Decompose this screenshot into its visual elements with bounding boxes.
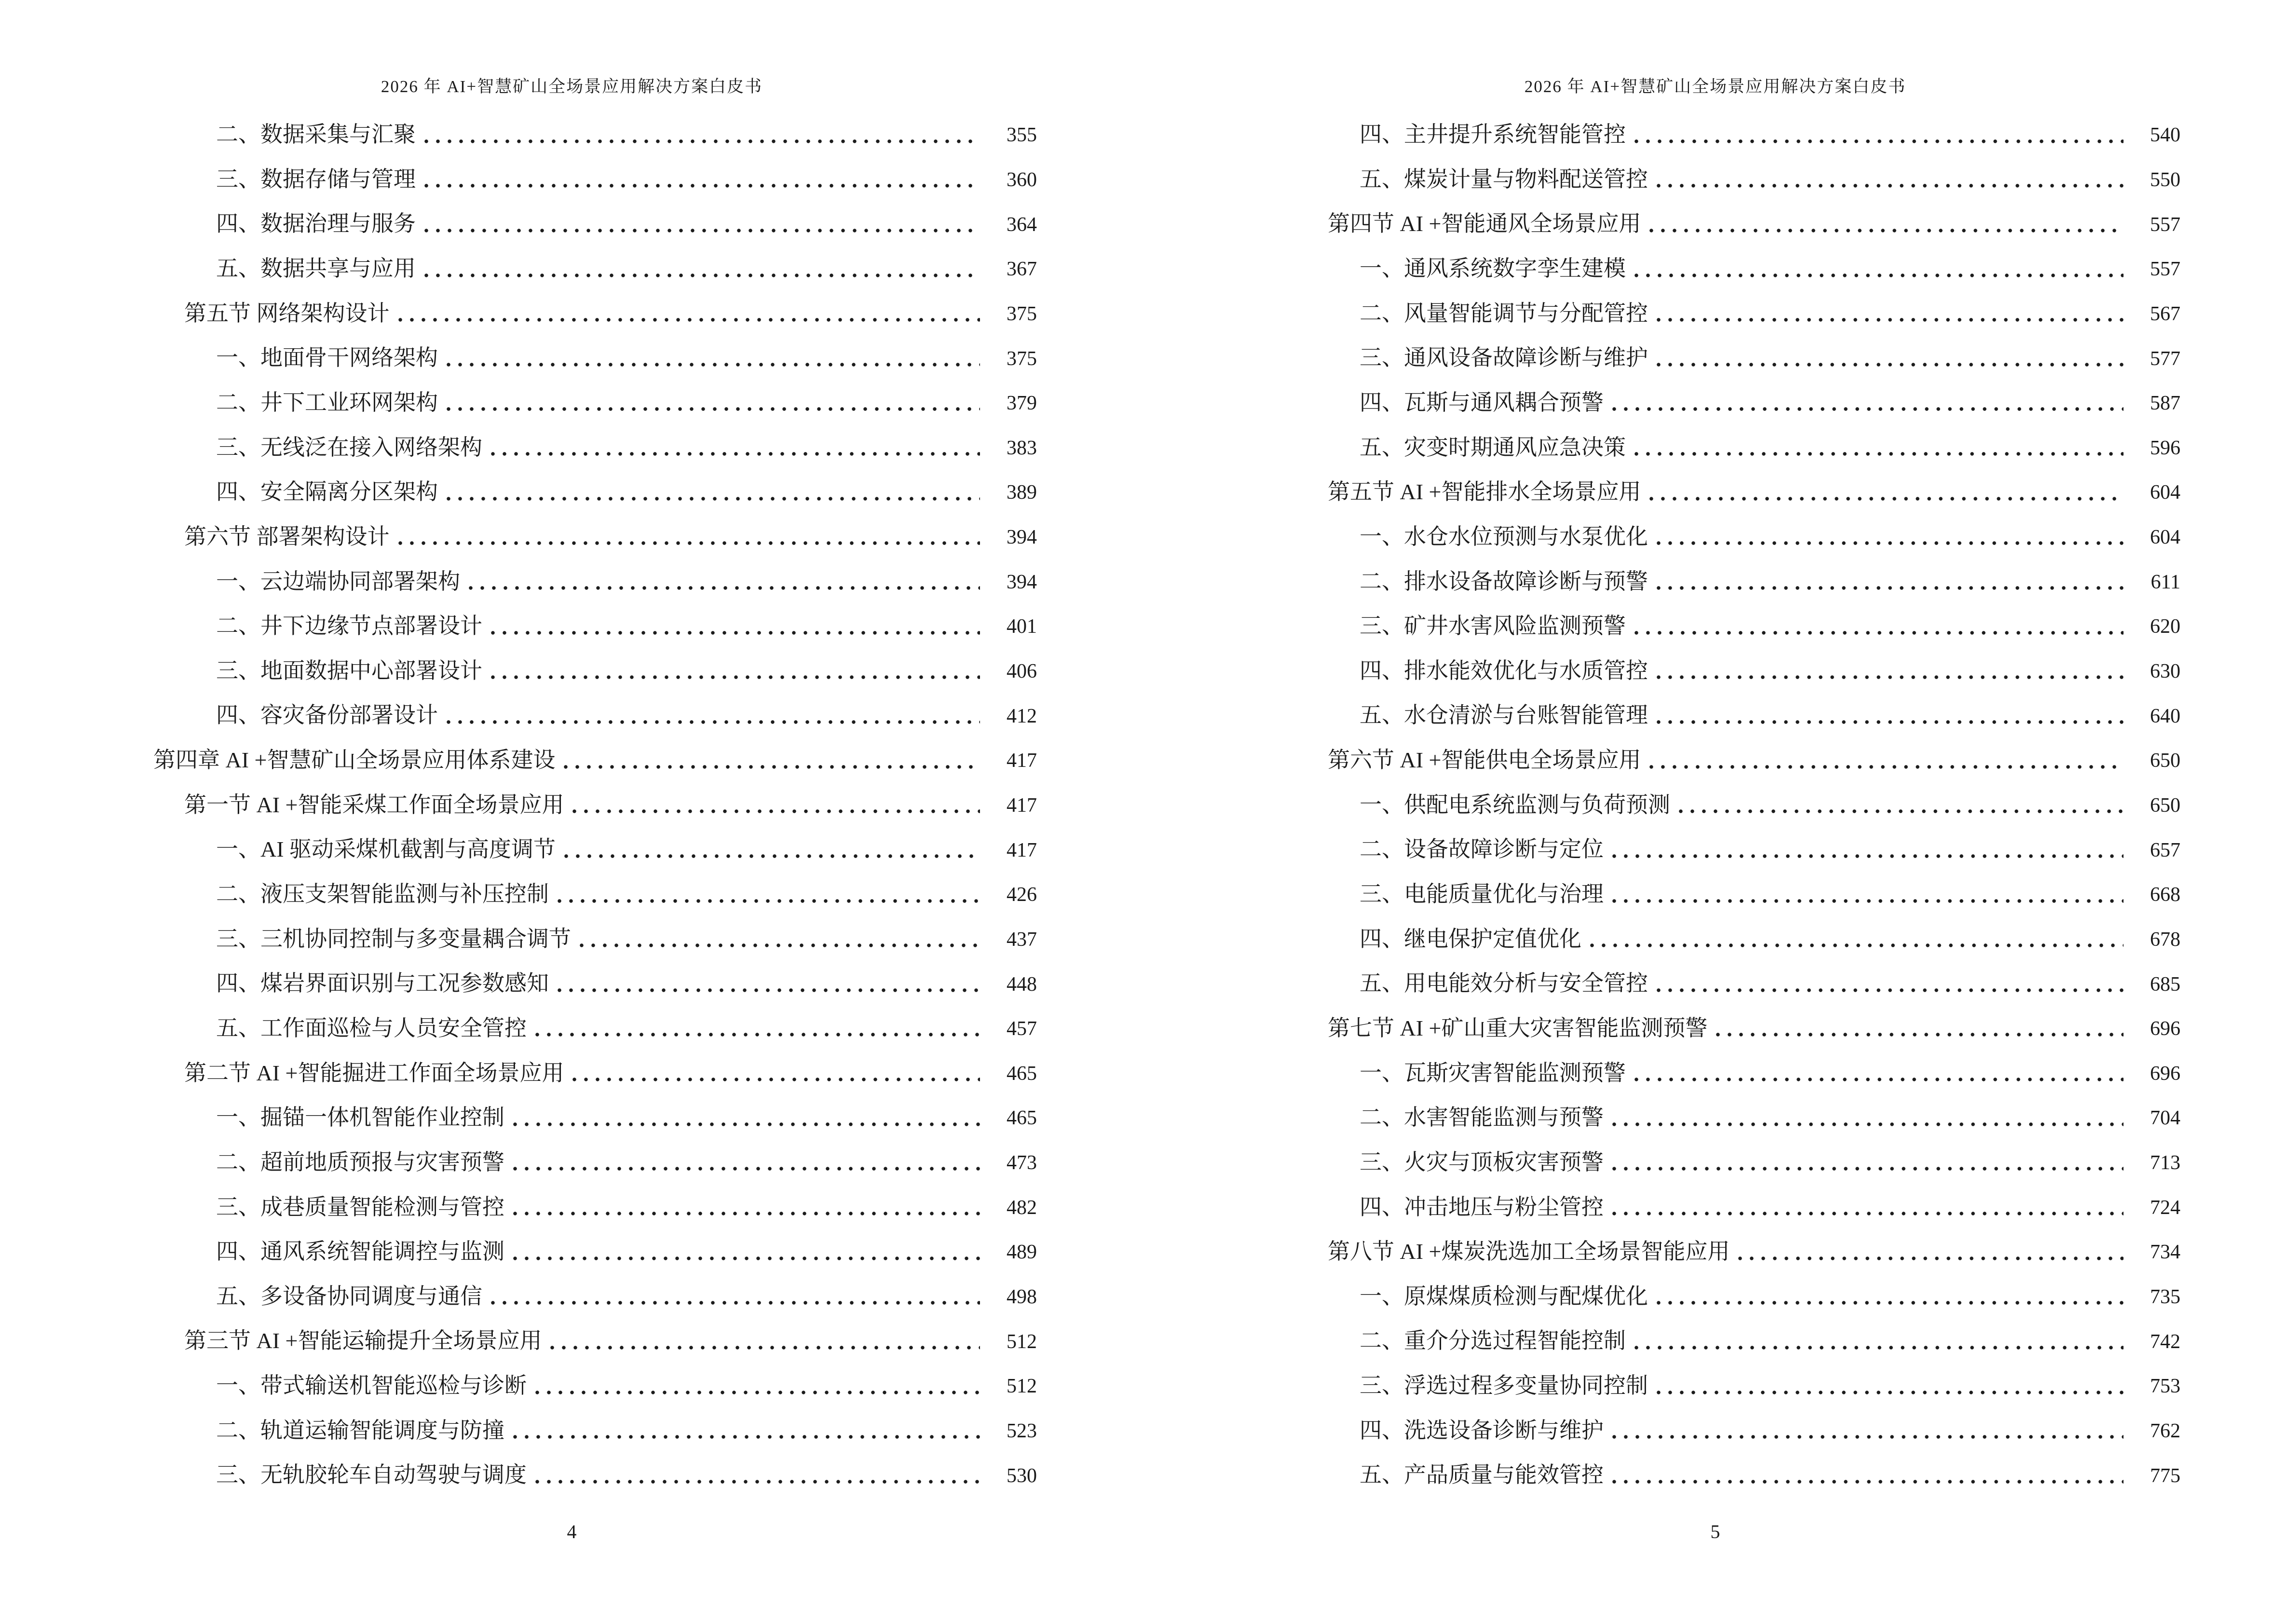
page-5 bbox=[1144, 0, 2287, 1624]
toc-entry-label: 第七节 AI +矿山重大灾害智能监测预警 bbox=[1328, 1015, 1708, 1040]
toc-entry-label: 三、无线泛在接入网络架构 bbox=[216, 435, 482, 460]
toc-entry[interactable] bbox=[1297, 191, 2180, 236]
toc-entry-page: 512 bbox=[1007, 1375, 1037, 1398]
toc-entry-label: 三、三机协同控制与多变量耦合调节 bbox=[216, 926, 571, 951]
dot-leader bbox=[1608, 1478, 2124, 1484]
toc-entry[interactable] bbox=[1297, 594, 2180, 639]
toc-entry[interactable] bbox=[153, 773, 1037, 818]
dot-leader bbox=[395, 316, 980, 322]
toc-entry[interactable] bbox=[153, 505, 1037, 549]
toc-entry-label: 一、瓦斯灾害智能监测预警 bbox=[1360, 1060, 1626, 1085]
toc-entry-label: 一、供配电系统监测与负荷预测 bbox=[1360, 792, 1670, 817]
toc-entry-label: 三、电能质量优化与治理 bbox=[1360, 882, 1604, 907]
toc-entry-label: 四、继电保护定值优化 bbox=[1360, 926, 1581, 951]
toc-entry-label: 四、安全隔离分区架构 bbox=[216, 479, 438, 505]
toc-entry-label: 四、洗选设备诊断与维护 bbox=[1360, 1418, 1604, 1443]
dot-leader bbox=[1608, 898, 2124, 903]
dot-leader bbox=[421, 227, 980, 233]
toc-entry-label: 一、云边端协同部署架构 bbox=[216, 569, 460, 594]
dot-leader bbox=[1734, 1255, 2124, 1261]
toc-entry-page: 448 bbox=[1007, 973, 1037, 996]
toc-entry-page: 713 bbox=[2150, 1152, 2180, 1174]
toc-entry[interactable] bbox=[153, 1264, 1037, 1309]
toc-entry-page: 389 bbox=[1007, 481, 1037, 504]
toc-entry-label: 三、地面数据中心部署设计 bbox=[216, 658, 482, 683]
toc-entry-label: 一、掘锚一体机智能作业控制 bbox=[216, 1105, 504, 1130]
toc-entry[interactable] bbox=[1297, 102, 2180, 147]
dot-leader bbox=[487, 450, 980, 456]
toc-entry-page: 650 bbox=[2150, 750, 2180, 772]
toc-entry-label: 四、数据治理与服务 bbox=[216, 211, 416, 236]
toc-entry-label: 三、浮选过程多变量协同控制 bbox=[1360, 1373, 1648, 1398]
dot-leader bbox=[421, 272, 980, 278]
toc-entry[interactable] bbox=[1297, 1264, 2180, 1309]
toc-entry-label: 二、设备故障诊断与定位 bbox=[1360, 837, 1604, 862]
dot-leader bbox=[1608, 1433, 2124, 1439]
toc-entry-page: 762 bbox=[2150, 1419, 2180, 1442]
toc-entry[interactable] bbox=[153, 594, 1037, 639]
dot-leader bbox=[1653, 585, 2124, 590]
toc-entry[interactable] bbox=[1297, 370, 2180, 415]
dot-leader bbox=[1653, 361, 2124, 367]
toc-entry-label: 四、排水能效优化与水质管控 bbox=[1360, 658, 1648, 683]
dot-leader bbox=[576, 942, 980, 948]
dot-leader bbox=[1712, 1031, 2124, 1037]
toc-entry-label: 五、工作面巡检与人员安全管控 bbox=[216, 1015, 527, 1040]
toc-entry-label: 五、数据共享与应用 bbox=[216, 256, 416, 281]
dot-leader bbox=[1653, 540, 2124, 546]
toc-entry[interactable] bbox=[153, 460, 1037, 505]
toc-entry-page: 379 bbox=[1007, 392, 1037, 415]
toc-entry-page: 577 bbox=[2150, 347, 2180, 370]
dot-leader bbox=[1646, 764, 2124, 769]
dot-leader bbox=[465, 585, 980, 590]
toc-entry-page: 383 bbox=[1007, 437, 1037, 459]
toc-entry-page: 587 bbox=[2150, 392, 2180, 415]
toc-entry[interactable] bbox=[1297, 549, 2180, 594]
toc-entry-label: 一、原煤煤质检测与配煤优化 bbox=[1360, 1283, 1648, 1309]
toc-entry-page: 557 bbox=[2150, 213, 2180, 236]
toc-entry[interactable] bbox=[153, 415, 1037, 460]
toc-entry[interactable] bbox=[153, 191, 1037, 236]
toc-entry-page: 426 bbox=[1007, 884, 1037, 906]
toc-entry-page: 596 bbox=[2150, 437, 2180, 459]
toc-entry-page: 523 bbox=[1007, 1419, 1037, 1442]
toc-entry-page: 364 bbox=[1007, 213, 1037, 236]
toc-entry[interactable] bbox=[1297, 1174, 2180, 1219]
toc-entry-label: 第五节 网络架构设计 bbox=[184, 300, 390, 326]
toc-entry-page: 406 bbox=[1007, 660, 1037, 683]
toc-entry-label: 二、井下边缘节点部署设计 bbox=[216, 614, 482, 639]
dot-leader bbox=[509, 1433, 980, 1439]
toc-entry-label: 三、火灾与顶板灾害预警 bbox=[1360, 1149, 1604, 1174]
dot-leader bbox=[443, 406, 980, 411]
toc-entry[interactable] bbox=[153, 281, 1037, 326]
toc-entry-label: 第一节 AI +智能采煤工作面全场景应用 bbox=[184, 792, 564, 817]
toc-entry-label: 二、风量智能调节与分配管控 bbox=[1360, 300, 1648, 326]
toc-entry-page: 375 bbox=[1007, 302, 1037, 325]
toc-entry[interactable] bbox=[1297, 728, 2180, 773]
toc-entry[interactable] bbox=[153, 370, 1037, 415]
toc-entry-label: 一、水仓水位预测与水泵优化 bbox=[1360, 524, 1648, 549]
toc-entry-page: 417 bbox=[1007, 839, 1037, 861]
page-number: 5 bbox=[1710, 1521, 1720, 1542]
toc-entry[interactable] bbox=[1297, 1398, 2180, 1443]
dot-leader bbox=[487, 1299, 980, 1305]
dot-leader bbox=[1653, 1389, 2124, 1395]
toc-entry[interactable] bbox=[153, 236, 1037, 281]
toc-entry-page: 465 bbox=[1007, 1107, 1037, 1130]
toc-entry[interactable] bbox=[1297, 1443, 2180, 1488]
toc-entry[interactable] bbox=[1297, 326, 2180, 370]
dot-leader bbox=[554, 987, 980, 993]
toc-entry-label: 二、液压支架智能监测与补压控制 bbox=[216, 882, 549, 907]
dot-leader bbox=[487, 629, 980, 635]
toc-entry[interactable] bbox=[153, 1040, 1037, 1085]
toc-entry[interactable] bbox=[1297, 1040, 2180, 1085]
page-number: 4 bbox=[567, 1521, 577, 1542]
toc-entry[interactable] bbox=[1297, 951, 2180, 996]
toc-entry-page: 704 bbox=[2150, 1107, 2180, 1130]
dot-leader bbox=[554, 898, 980, 903]
toc-entry-page: 696 bbox=[2150, 1062, 2180, 1085]
toc-entry-page: 540 bbox=[2150, 124, 2180, 147]
toc-entry-page: 375 bbox=[1007, 347, 1037, 370]
dot-leader bbox=[443, 361, 980, 367]
toc-entry-page: 604 bbox=[2150, 526, 2180, 549]
toc-entry-page: 685 bbox=[2150, 973, 2180, 996]
dot-leader bbox=[1653, 987, 2124, 993]
toc-entry-label: 第四节 AI +智能通风全场景应用 bbox=[1328, 211, 1641, 236]
dot-leader bbox=[509, 1121, 980, 1127]
toc-entry[interactable] bbox=[1297, 1130, 2180, 1175]
toc-entry-page: 437 bbox=[1007, 928, 1037, 951]
dot-leader bbox=[509, 1165, 980, 1171]
toc-entry-label: 三、通风设备故障诊断与维护 bbox=[1360, 345, 1648, 370]
dot-leader bbox=[1653, 1299, 2124, 1305]
dot-leader bbox=[1653, 316, 2124, 322]
dot-leader bbox=[1646, 227, 2124, 233]
toc-entry[interactable] bbox=[153, 549, 1037, 594]
toc-entry[interactable] bbox=[1297, 1353, 2180, 1398]
dot-leader bbox=[560, 764, 980, 769]
toc-entry-page: 473 bbox=[1007, 1152, 1037, 1174]
running-header: 2026 年 AI+智慧矿山全场景应用解决方案白皮书 bbox=[1524, 77, 1906, 96]
toc-entry-page: 417 bbox=[1007, 794, 1037, 817]
toc-entry[interactable] bbox=[153, 1174, 1037, 1219]
toc-entry-label: 二、超前地质预报与灾害预警 bbox=[216, 1149, 504, 1174]
toc-entry-label: 四、冲击地压与粉尘管控 bbox=[1360, 1194, 1604, 1219]
toc-entry-label: 第三节 AI +智能运输提升全场景应用 bbox=[184, 1328, 542, 1353]
toc-entry[interactable] bbox=[1297, 773, 2180, 818]
dot-leader bbox=[1631, 629, 2124, 635]
dot-leader bbox=[1653, 182, 2124, 188]
dot-leader bbox=[569, 1076, 980, 1082]
toc-entry-page: 482 bbox=[1007, 1196, 1037, 1219]
toc-entry-label: 四、主井提升系统智能管控 bbox=[1360, 122, 1626, 147]
toc-entry-page: 550 bbox=[2150, 168, 2180, 191]
toc-entry-page: 557 bbox=[2150, 258, 2180, 281]
toc-entry-page: 567 bbox=[2150, 302, 2180, 325]
toc-entry[interactable] bbox=[153, 1219, 1037, 1264]
toc-entry-label: 五、产品质量与能效管控 bbox=[1360, 1462, 1604, 1488]
toc-entry-page: 417 bbox=[1007, 750, 1037, 772]
toc-entry-page: 604 bbox=[2150, 481, 2180, 504]
toc-entry[interactable] bbox=[153, 326, 1037, 370]
dot-leader bbox=[487, 674, 980, 680]
toc-entry-label: 二、水害智能监测与预警 bbox=[1360, 1105, 1604, 1130]
dot-leader bbox=[509, 1255, 980, 1261]
toc-entry-page: 650 bbox=[2150, 794, 2180, 817]
toc-entry-page: 753 bbox=[2150, 1375, 2180, 1398]
toc-entry-label: 二、排水设备故障诊断与预警 bbox=[1360, 569, 1648, 594]
toc-entry[interactable] bbox=[1297, 817, 2180, 862]
toc-entry-label: 五、水仓清淤与台账智能管理 bbox=[1360, 703, 1648, 728]
dot-leader bbox=[569, 808, 980, 814]
dot-leader bbox=[1608, 1210, 2124, 1216]
toc-entry[interactable] bbox=[153, 1398, 1037, 1443]
toc-entry[interactable] bbox=[1297, 639, 2180, 683]
toc-entry[interactable] bbox=[1297, 1085, 2180, 1130]
toc-entry-page: 394 bbox=[1007, 571, 1037, 593]
toc-entry[interactable] bbox=[1297, 460, 2180, 505]
toc-entry-page: 724 bbox=[2150, 1196, 2180, 1219]
toc-entry-label: 五、多设备协同调度与通信 bbox=[216, 1283, 482, 1309]
toc-entry[interactable] bbox=[1297, 862, 2180, 907]
toc-entry-label: 三、矿井水害风险监测预警 bbox=[1360, 614, 1626, 639]
toc-entry[interactable] bbox=[153, 102, 1037, 147]
toc-entry-page: 401 bbox=[1007, 615, 1037, 638]
toc-entry-page: 611 bbox=[2151, 571, 2180, 593]
toc-entry-label: 二、数据采集与汇聚 bbox=[216, 122, 416, 147]
toc-entry[interactable] bbox=[153, 683, 1037, 728]
toc-entry-page: 735 bbox=[2150, 1286, 2180, 1308]
toc-entry[interactable] bbox=[153, 951, 1037, 996]
toc-entry-page: 742 bbox=[2150, 1330, 2180, 1353]
toc-entry[interactable] bbox=[1297, 281, 2180, 326]
dot-leader bbox=[1608, 1121, 2124, 1127]
toc-entry-label: 三、成巷质量智能检测与管控 bbox=[216, 1194, 504, 1219]
toc-entry-label: 五、用电能效分析与安全管控 bbox=[1360, 971, 1648, 996]
dot-leader bbox=[1631, 272, 2124, 278]
toc-entry-page: 734 bbox=[2150, 1241, 2180, 1264]
toc-entry-page: 640 bbox=[2150, 705, 2180, 727]
toc-entry-page: 530 bbox=[1007, 1464, 1037, 1487]
toc-entry-label: 第八节 AI +煤炭洗选加工全场景智能应用 bbox=[1328, 1239, 1730, 1264]
dot-leader bbox=[1675, 808, 2124, 814]
toc-entry-label: 三、数据存储与管理 bbox=[216, 166, 416, 191]
dot-leader bbox=[531, 1389, 980, 1395]
dot-leader bbox=[1653, 719, 2124, 724]
toc-entry-page: 696 bbox=[2150, 1018, 2180, 1040]
dot-leader bbox=[443, 719, 980, 724]
toc-entry-page: 457 bbox=[1007, 1018, 1037, 1040]
toc-entry[interactable] bbox=[153, 147, 1037, 192]
toc-entry-page: 512 bbox=[1007, 1330, 1037, 1353]
toc-entry[interactable] bbox=[153, 1309, 1037, 1353]
dot-leader bbox=[1631, 138, 2124, 144]
toc-entry-label: 第六节 AI +智能供电全场景应用 bbox=[1328, 748, 1641, 773]
toc-entry[interactable] bbox=[153, 1130, 1037, 1175]
dot-leader bbox=[531, 1478, 980, 1484]
dot-leader bbox=[421, 182, 980, 188]
toc-entry[interactable] bbox=[1297, 683, 2180, 728]
dot-leader bbox=[395, 540, 980, 546]
toc-entry[interactable] bbox=[153, 817, 1037, 862]
dot-leader bbox=[1653, 674, 2124, 680]
toc-entry[interactable] bbox=[153, 639, 1037, 683]
toc-entry-page: 412 bbox=[1007, 705, 1037, 727]
toc-list bbox=[1297, 102, 2180, 1488]
toc-entry[interactable] bbox=[153, 907, 1037, 952]
toc-entry[interactable] bbox=[1297, 1219, 2180, 1264]
toc-entry[interactable] bbox=[1297, 415, 2180, 460]
toc-entry[interactable] bbox=[1297, 907, 2180, 952]
dot-leader bbox=[560, 853, 980, 859]
toc-list bbox=[153, 102, 1037, 1488]
toc-entry-label: 二、重介分选过程智能控制 bbox=[1360, 1328, 1626, 1353]
toc-entry-page: 668 bbox=[2150, 884, 2180, 906]
toc-entry-label: 五、灾变时期通风应急决策 bbox=[1360, 435, 1626, 460]
dot-leader bbox=[1646, 495, 2124, 501]
toc-entry[interactable] bbox=[1297, 505, 2180, 549]
toc-entry-page: 367 bbox=[1007, 258, 1037, 281]
toc-entry-label: 一、带式输送机智能巡检与诊断 bbox=[216, 1373, 527, 1398]
dot-leader bbox=[1608, 853, 2124, 859]
toc-entry-page: 775 bbox=[2150, 1464, 2180, 1487]
dot-leader bbox=[1608, 406, 2124, 411]
toc-entry-label: 五、煤炭计量与物料配送管控 bbox=[1360, 166, 1648, 191]
toc-entry-page: 465 bbox=[1007, 1062, 1037, 1085]
toc-entry-label: 四、容灾备份部署设计 bbox=[216, 703, 438, 728]
toc-entry-label: 四、通风系统智能调控与监测 bbox=[216, 1239, 504, 1264]
toc-entry[interactable] bbox=[153, 1085, 1037, 1130]
toc-entry[interactable] bbox=[153, 1443, 1037, 1488]
toc-entry[interactable] bbox=[1297, 147, 2180, 192]
dot-leader bbox=[1608, 1165, 2124, 1171]
dot-leader bbox=[1631, 1344, 2124, 1350]
toc-entry-label: 二、轨道运输智能调度与防撞 bbox=[216, 1418, 504, 1443]
dot-leader bbox=[531, 1031, 980, 1037]
dot-leader bbox=[1631, 1076, 2124, 1082]
toc-entry-label: 二、井下工业环网架构 bbox=[216, 390, 438, 415]
toc-entry-page: 620 bbox=[2150, 615, 2180, 638]
toc-entry[interactable] bbox=[1297, 236, 2180, 281]
toc-entry-page: 489 bbox=[1007, 1241, 1037, 1264]
toc-entry-page: 360 bbox=[1007, 168, 1037, 191]
toc-entry-label: 四、煤岩界面识别与工况参数感知 bbox=[216, 971, 549, 996]
toc-entry-label: 三、无轨胶轮车自动驾驶与调度 bbox=[216, 1462, 527, 1488]
toc-entry-page: 394 bbox=[1007, 526, 1037, 549]
toc-entry-label: 第五节 AI +智能排水全场景应用 bbox=[1328, 479, 1641, 505]
toc-entry-page: 657 bbox=[2150, 839, 2180, 861]
toc-entry[interactable] bbox=[153, 1353, 1037, 1398]
toc-entry-label: 一、AI 驱动采煤机截割与高度调节 bbox=[216, 837, 556, 862]
dot-leader bbox=[1586, 942, 2124, 948]
toc-entry[interactable] bbox=[1297, 1309, 2180, 1353]
toc-entry-label: 第二节 AI +智能掘进工作面全场景应用 bbox=[184, 1060, 564, 1085]
dot-leader bbox=[1631, 450, 2124, 456]
toc-entry[interactable] bbox=[153, 862, 1037, 907]
toc-entry-label: 第六节 部署架构设计 bbox=[184, 524, 390, 549]
toc-entry-page: 355 bbox=[1007, 124, 1037, 147]
toc-entry[interactable] bbox=[1297, 996, 2180, 1041]
toc-entry-page: 498 bbox=[1007, 1286, 1037, 1308]
toc-entry[interactable] bbox=[153, 996, 1037, 1041]
toc-entry[interactable] bbox=[153, 728, 1037, 773]
dot-leader bbox=[421, 138, 980, 144]
toc-entry-label: 一、通风系统数字孪生建模 bbox=[1360, 256, 1626, 281]
running-header: 2026 年 AI+智慧矿山全场景应用解决方案白皮书 bbox=[381, 77, 763, 96]
toc-entry-label: 第四章 AI +智慧矿山全场景应用体系建设 bbox=[153, 748, 556, 773]
dot-leader bbox=[509, 1210, 980, 1216]
dot-leader bbox=[443, 495, 980, 501]
toc-entry-label: 四、瓦斯与通风耦合预警 bbox=[1360, 390, 1604, 415]
toc-entry-page: 678 bbox=[2150, 928, 2180, 951]
toc-entry-page: 630 bbox=[2150, 660, 2180, 683]
dot-leader bbox=[546, 1344, 980, 1350]
toc-entry-label: 一、地面骨干网络架构 bbox=[216, 345, 438, 370]
